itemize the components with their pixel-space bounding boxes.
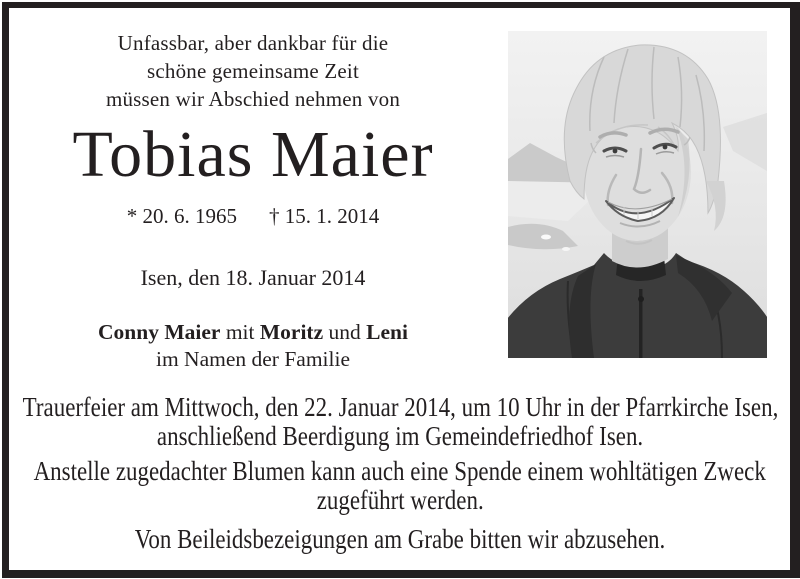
deceased-name: Tobias Maier — [72, 118, 434, 191]
birth-date: * 20. 6. 1965 — [126, 204, 237, 228]
announcement-block — [12, 393, 788, 554]
intro-line-1: Unfassbar, aber dankbar für die — [117, 31, 389, 55]
flowers-line-2: zugeführt werden. — [316, 485, 484, 515]
family-name-3: Leni — [366, 320, 408, 344]
notice-text-column — [16, 0, 490, 373]
family-name-1: Conny Maier — [98, 320, 221, 344]
family-sep-1: mit — [220, 320, 260, 344]
funeral-line-1: Trauerfeier am Mittwoch, den 22. Januar 2014, um 10 Uhr in der Pfarrkirche Isen, — [22, 392, 778, 422]
family-sep-2: und — [323, 320, 367, 344]
portrait-photo-drawing — [508, 31, 767, 358]
portrait-photo — [508, 31, 767, 358]
condolences-line: Von Beileidsbezeigungen am Grabe bitten wir abzusehen. — [134, 524, 666, 554]
life-dates — [16, 203, 490, 229]
family-name-2: Moritz — [259, 320, 324, 344]
family-line-2: im Namen der Familie — [155, 347, 351, 371]
intro-lines — [16, 29, 490, 113]
family-line — [16, 319, 490, 346]
intro-line-2: schöne gemeinsame Zeit — [147, 59, 359, 83]
place-date-line: Isen, den 18. Januar 2014 — [140, 265, 366, 290]
intro-line-3: müssen wir Abschied nehmen von — [105, 87, 401, 111]
death-date: † 15. 1. 2014 — [269, 204, 380, 228]
flowers-line-1: Anstelle zugedachter Blumen kann auch eine Spende einem wohltätigen Zweck — [33, 456, 767, 486]
funeral-line-2: anschließend Beerdigung im Gemeindefriedhof Isen. — [156, 421, 644, 451]
